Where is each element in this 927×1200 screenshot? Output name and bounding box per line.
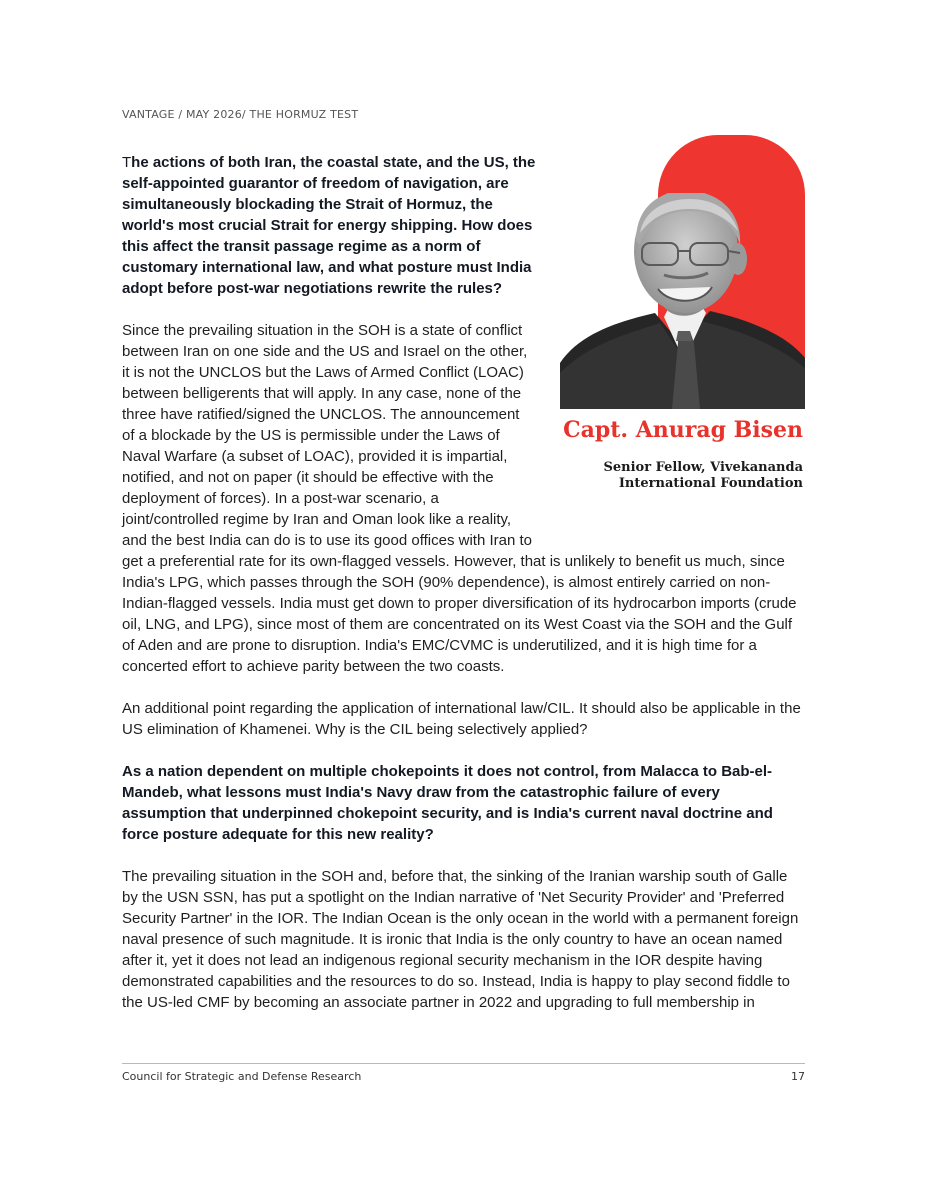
question-1-initial: T xyxy=(122,154,132,171)
author-photo xyxy=(560,193,805,409)
question-1-text: he actions of both Iran, the coastal state, and the US, the self-appointed guarantor of freedom of navigation, are simultaneously blockading the Strait of Hormuz, the world's most crucial Strait for energy shipping. How does this affect the transit passage regime as a norm of customary international law, and what posture must India adopt before post-war negotiations rewrite the rules? xyxy=(122,154,536,297)
author-role-line-2: International Foundation xyxy=(618,476,803,491)
author-name: Capt. Anurag Bisen xyxy=(563,417,803,443)
footer-divider xyxy=(122,1063,805,1064)
question-2: As a nation dependent on multiple chokepoints it does not control, from Malacca to Bab-el-Mandeb, what lessons must India's Navy draw from the catastrophic failure of every assumption that underpinned chokepoint security, and is India's current naval doctrine and force posture adequate for this new reality? xyxy=(122,763,773,843)
running-head: VANTAGE / MAY 2026/ THE HORMUZ TEST xyxy=(122,108,359,121)
footer-organization: Council for Strategic and Defense Research xyxy=(122,1070,362,1083)
author-photo-frame xyxy=(560,135,805,409)
author-card xyxy=(560,135,805,525)
answer-1-paragraph-2: An additional point regarding the application of international law/CIL. It should also be applicable in the US elimination of Khamenei. Why is the CIL being selectively applied? xyxy=(122,700,801,738)
author-role xyxy=(558,460,803,492)
answer-2-paragraph-1: The prevailing situation in the SOH and, before that, the sinking of the Iranian warship south of Galle by the USN SSN, has put a spotlight on the Indian narrative of 'Net Security Provider' and 'Preferred Security Partner' in the IOR. The Indian Ocean is the only ocean in the world with a permanent foreign naval presence of such magnitude. It is ironic that India is the only country to have an ocean named after it, yet it does not lead an indigenous regional security mechanism in the IOR despite having demonstrated capabilities and the resources to do so. Instead, India is happy to play second fiddle to the US-led CMF by becoming an associate partner in 2022 and upgrading to full membership in xyxy=(122,868,799,1011)
author-role-line-1: Senior Fellow, Vivekananda xyxy=(603,460,803,475)
answer-1-paragraph-1: Since the prevailing situation in the SOH is a state of conflict between Iran on one side and the US and Israel on the other, it is not the UNCLOS but the Laws of Armed Conflict (LOAC) between belligerents that will apply. In any case, none of the three have ratified/signed the UNCLOS. The announcement of a blockade by the US is permissible under the Laws of Naval Warfare (a subset of LOAC), provided it is impartial, notified, and not on paper (it should be effective with the deployment of forces). In a post-war scenario, a joint/controlled regime by Iran and Oman look like a reality, and the best India can do is to use its good offices with Iran to get a preferential rate for its own-flagged vessels. However, that is unlikely to benefit us much, since India's LPG, which passes through the SOH (90% dependence), is almost entirely carried on non-Indian-flagged vessels. India must get down to proper diversification of its hydrocarbon imports (crude oil, LNG, and LPG), since most of them are concentrated on its West Coast via the SOH and the Gulf of Aden and are prone to disruption. India's EMC/CVMC is underutilized, and it is high time for a concerted effort to achieve parity between the two coasts. xyxy=(122,322,797,675)
article-body xyxy=(122,152,805,1034)
page-number: 17 xyxy=(791,1070,805,1083)
